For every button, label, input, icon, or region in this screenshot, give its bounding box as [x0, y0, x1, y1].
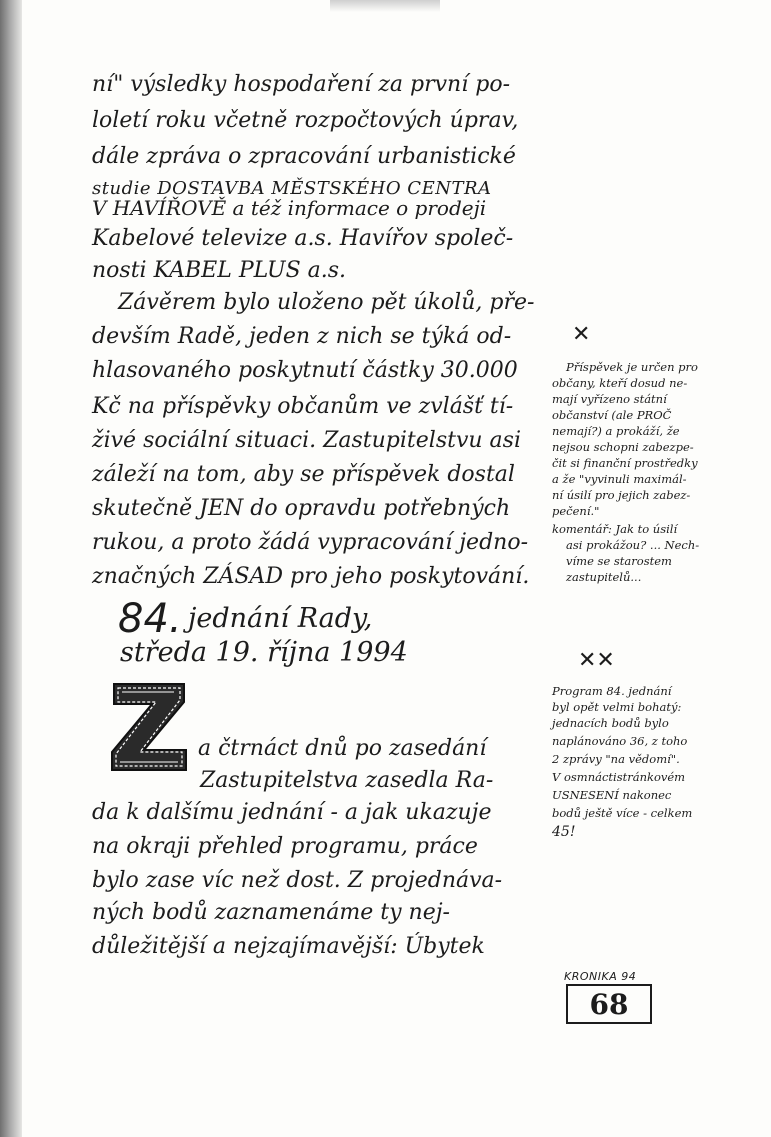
main-text-line: Kč na příspěvky občanům ve zvlášť tí-	[92, 394, 514, 419]
book-gutter-shadow	[0, 0, 22, 1137]
sidenote-1-line: nemají?) a prokáží, že	[552, 424, 680, 438]
sidenote-2-line: 45!	[552, 824, 576, 840]
scan-smudge	[330, 0, 440, 12]
sidenote-2-line: byl opět velmi bohatý:	[552, 700, 682, 714]
main-text-line: studie DOSTAVBA MĚSTSKÉHO CENTRA	[92, 178, 492, 199]
dropcap-z-illustration	[108, 676, 192, 776]
sidenote-1-line: ní úsilí pro jejich zabez-	[552, 488, 691, 502]
sidenote-1-line: nejsou schopni zabezpe-	[552, 440, 694, 454]
sidenote-1-line: mají vyřízeno státní	[552, 392, 667, 406]
sidenote-2-line: bodů ještě více - celkem	[552, 806, 693, 820]
sidenote-1-line: zastupitelů...	[566, 570, 642, 584]
page-number: 68	[566, 984, 652, 1024]
main-text-line: Kabelové televize a.s. Havířov společ-	[92, 226, 514, 251]
dropcap-letter: Z	[150, 736, 151, 737]
paragraph-line: ných bodů zaznamenáme ty nej-	[92, 900, 450, 925]
sidenote-1-line: víme se starostem	[566, 554, 672, 568]
sidenote-2-line: Program 84. jednání	[552, 684, 672, 698]
sidenote-2-line: V osmnáctistránkovém	[552, 770, 686, 784]
sidenote-1-line: asi prokážou? ... Nech-	[566, 538, 700, 552]
sidenote-1-line: komentář: Jak to úsilí	[552, 522, 678, 536]
meeting-number: 84.	[118, 596, 182, 642]
sidenote-2-line: USNESENÍ nakonec	[552, 788, 672, 802]
paragraph-line: da k dalšímu jednání - a jak ukazuje	[92, 800, 492, 825]
sidenote-2-marker: ✕✕	[578, 648, 615, 673]
main-text-line: V HAVÍŘOVĚ a též informace o prodeji	[92, 196, 487, 220]
main-text-line: záleží na tom, aby se příspěvek dostal	[92, 462, 515, 487]
sidenote-2-line: 2 zprávy "na vědomí".	[552, 752, 680, 766]
main-text-line: ní" výsledky hospodaření za první po-	[92, 72, 511, 97]
paragraph-line: důležitější a nejzajímavější: Úbytek	[92, 934, 485, 959]
paragraph-line: Zastupitelstva zasedla Ra-	[200, 768, 494, 793]
sidenote-1-line: občany, kteří dosud ne-	[552, 376, 688, 390]
main-text-line: živé sociální situaci. Zastupitelstvu asi	[92, 428, 521, 453]
main-text-line: nosti KABEL PLUS a.s.	[92, 258, 347, 283]
main-text-line: hlasovaného poskytnutí částky 30.000	[92, 358, 518, 383]
main-text-line: skutečně JEN do opravdu potřebných	[92, 496, 511, 521]
main-text-line: značných ZÁSAD pro jeho poskytování.	[92, 564, 530, 589]
main-text-line: rukou, a proto žádá vypracování jedno-	[92, 530, 529, 555]
chronicle-label: KRONIKA 94	[564, 970, 637, 983]
paragraph-line: na okraji přehled programu, práce	[92, 834, 478, 859]
paragraph-line: a čtrnáct dnů po zasedání	[198, 736, 487, 761]
main-text-line: dále zpráva o zpracování urbanistické	[92, 144, 516, 169]
sidenote-1-line: občanství (ale PROČ	[552, 408, 672, 422]
sidenote-1-marker: ✕	[572, 322, 591, 347]
paragraph-line: bylo zase víc než dost. Z projednáva-	[92, 868, 503, 893]
sidenote-2-line: naplánováno 36, z toho	[552, 734, 688, 748]
main-text-line: Závěrem bylo uloženo pět úkolů, pře-	[118, 290, 535, 315]
sidenote-1-line: čit si finanční prostředky	[552, 456, 698, 470]
main-text-line: devším Radě, jeden z nich se týká od-	[92, 324, 512, 349]
meeting-title: jednání Rady,	[188, 603, 373, 634]
sidenote-1-line: pečení."	[552, 504, 600, 518]
meeting-date: středa 19. října 1994	[120, 637, 408, 668]
sidenote-1-line: a že "vyvinuli maximál-	[552, 472, 687, 486]
sidenote-1-line: Příspěvek je určen pro	[566, 360, 698, 374]
sidenote-2-line: jednacích bodů bylo	[552, 716, 669, 730]
main-text-line: loletí roku včetně rozpočtových úprav,	[92, 108, 519, 133]
